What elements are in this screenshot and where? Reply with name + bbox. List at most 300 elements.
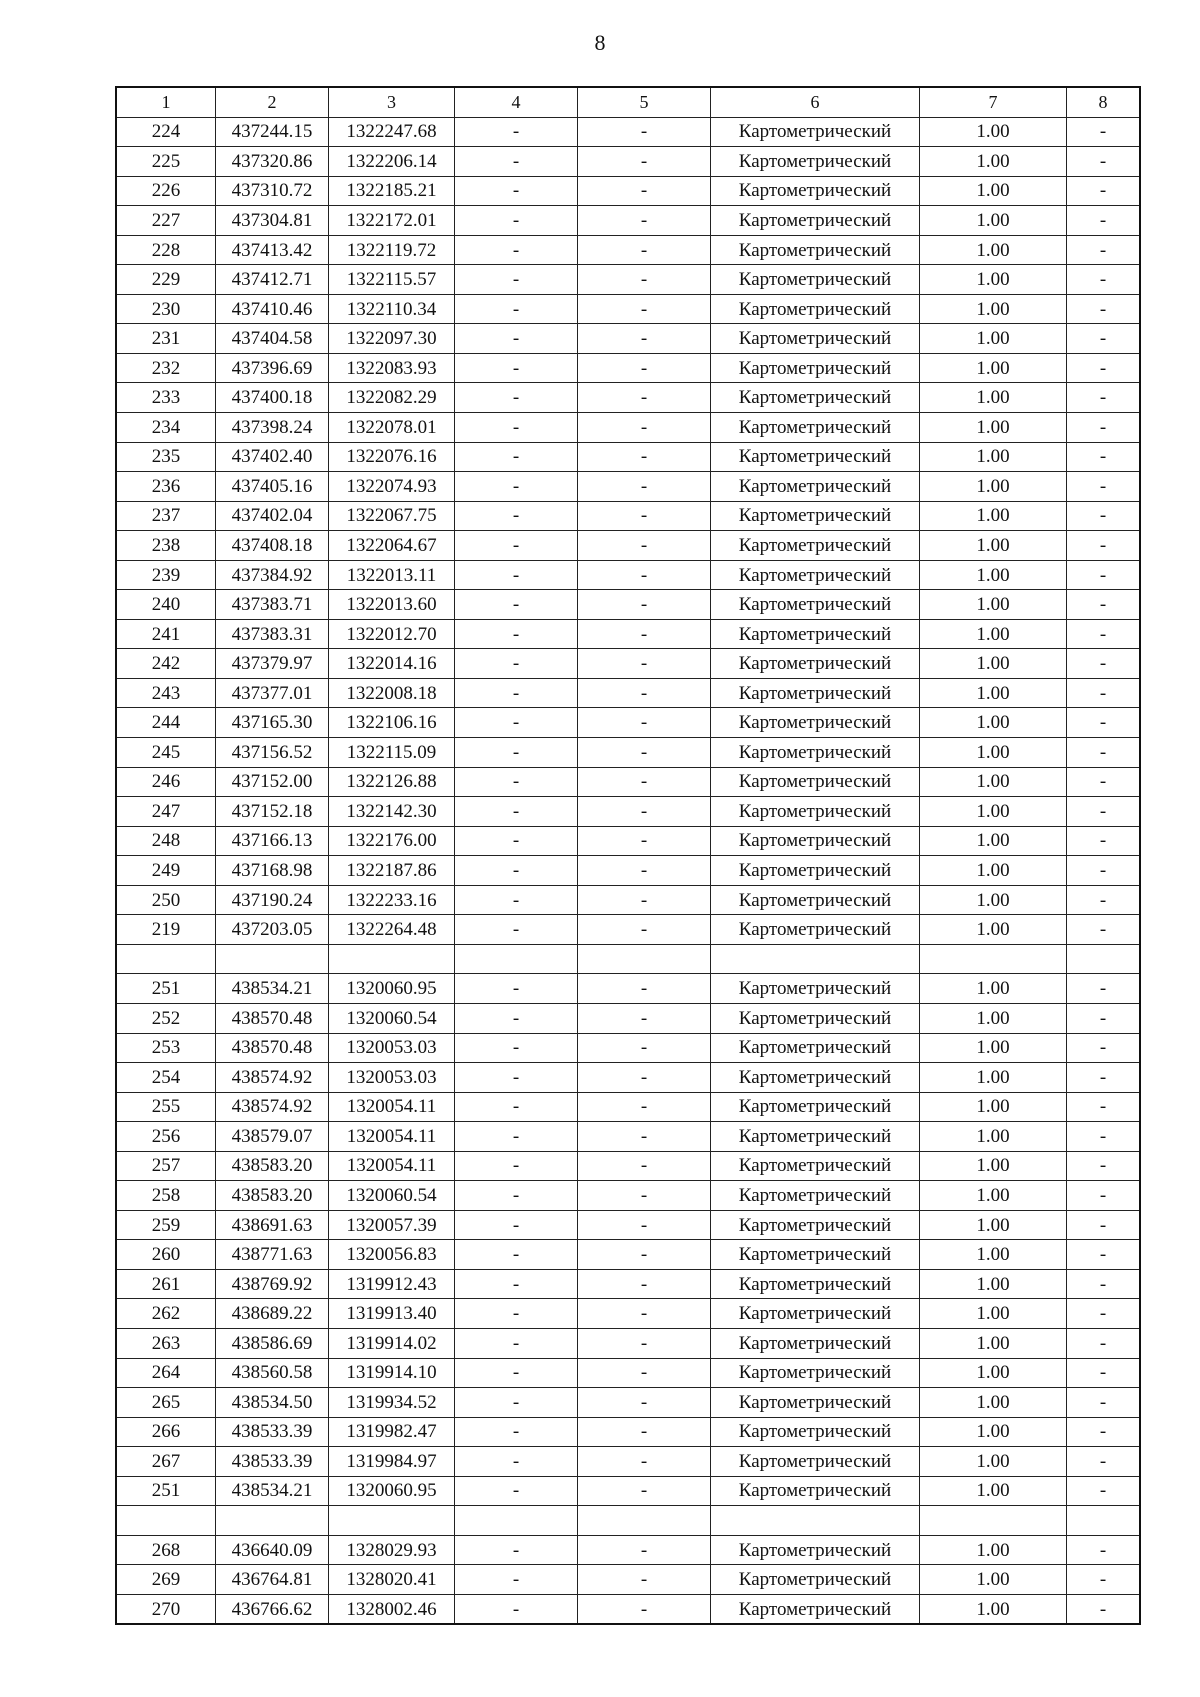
coordinates-table	[115, 86, 1141, 1625]
col8-cell: -	[1067, 826, 1141, 856]
col4-cell: -	[455, 856, 578, 886]
accuracy-cell: 1.00	[920, 1535, 1067, 1565]
method-cell: Картометрический	[711, 1594, 920, 1624]
table-row	[116, 590, 1140, 620]
x-coordinate-cell: 438533.39	[216, 1417, 329, 1447]
y-coordinate-cell: 1319912.43	[329, 1269, 455, 1299]
col8-cell: -	[1067, 1565, 1141, 1595]
x-coordinate-cell: 438570.48	[216, 1033, 329, 1063]
col8-cell: -	[1067, 1033, 1141, 1063]
x-coordinate-cell: 438560.58	[216, 1358, 329, 1388]
y-coordinate-cell: 1322264.48	[329, 915, 455, 945]
column-header: 3	[329, 87, 455, 117]
col5-cell: -	[578, 383, 711, 413]
col5-cell: -	[578, 294, 711, 324]
accuracy-cell: 1.00	[920, 1388, 1067, 1418]
accuracy-cell	[920, 944, 1067, 974]
col5-cell: -	[578, 797, 711, 827]
x-coordinate-cell: 437412.71	[216, 265, 329, 295]
accuracy-cell: 1.00	[920, 1240, 1067, 1270]
method-cell: Картометрический	[711, 353, 920, 383]
table-row	[116, 353, 1140, 383]
table-row	[116, 1535, 1140, 1565]
point-number-cell: 260	[116, 1240, 216, 1270]
method-cell	[711, 1506, 920, 1536]
point-number-cell: 219	[116, 915, 216, 945]
y-coordinate-cell: 1322115.09	[329, 738, 455, 768]
col8-cell: -	[1067, 265, 1141, 295]
point-number-cell: 265	[116, 1388, 216, 1418]
col5-cell: -	[578, 1033, 711, 1063]
col5-cell: -	[578, 413, 711, 443]
table-row	[116, 1447, 1140, 1477]
x-coordinate-cell: 437402.04	[216, 501, 329, 531]
col8-cell: -	[1067, 915, 1141, 945]
x-coordinate-cell	[216, 1506, 329, 1536]
point-number-cell: 248	[116, 826, 216, 856]
col4-cell: -	[455, 915, 578, 945]
accuracy-cell: 1.00	[920, 353, 1067, 383]
method-cell: Картометрический	[711, 413, 920, 443]
col8-cell: -	[1067, 1358, 1141, 1388]
col8-cell: -	[1067, 1269, 1141, 1299]
x-coordinate-cell: 436640.09	[216, 1535, 329, 1565]
col5-cell: -	[578, 915, 711, 945]
point-number-cell: 270	[116, 1594, 216, 1624]
y-coordinate-cell: 1319914.02	[329, 1328, 455, 1358]
accuracy-cell: 1.00	[920, 738, 1067, 768]
x-coordinate-cell: 437190.24	[216, 885, 329, 915]
col5-cell: -	[578, 472, 711, 502]
col4-cell: -	[455, 649, 578, 679]
method-cell: Картометрический	[711, 1388, 920, 1418]
point-number-cell: 264	[116, 1358, 216, 1388]
point-number-cell: 244	[116, 708, 216, 738]
x-coordinate-cell: 438771.63	[216, 1240, 329, 1270]
y-coordinate-cell: 1320053.03	[329, 1063, 455, 1093]
y-coordinate-cell: 1319984.97	[329, 1447, 455, 1477]
x-coordinate-cell: 437165.30	[216, 708, 329, 738]
table-row	[116, 738, 1140, 768]
col8-cell: -	[1067, 1003, 1141, 1033]
col5-cell: -	[578, 265, 711, 295]
accuracy-cell: 1.00	[920, 1269, 1067, 1299]
method-cell: Картометрический	[711, 1210, 920, 1240]
col5-cell: -	[578, 1388, 711, 1418]
y-coordinate-cell: 1322106.16	[329, 708, 455, 738]
col4-cell: -	[455, 1063, 578, 1093]
method-cell: Картометрический	[711, 324, 920, 354]
x-coordinate-cell: 438574.92	[216, 1092, 329, 1122]
col4-cell	[455, 1506, 578, 1536]
col5-cell: -	[578, 442, 711, 472]
col8-cell: -	[1067, 974, 1141, 1004]
method-cell: Картометрический	[711, 708, 920, 738]
method-cell: Картометрический	[711, 1358, 920, 1388]
table-row	[116, 560, 1140, 590]
x-coordinate-cell: 437377.01	[216, 678, 329, 708]
col5-cell: -	[578, 353, 711, 383]
table-row	[116, 1092, 1140, 1122]
y-coordinate-cell: 1320060.95	[329, 1476, 455, 1506]
accuracy-cell: 1.00	[920, 294, 1067, 324]
point-number-cell	[116, 1506, 216, 1536]
accuracy-cell	[920, 1506, 1067, 1536]
method-cell: Картометрический	[711, 1003, 920, 1033]
x-coordinate-cell: 437402.40	[216, 442, 329, 472]
method-cell: Картометрический	[711, 1181, 920, 1211]
y-coordinate-cell: 1320060.95	[329, 974, 455, 1004]
y-coordinate-cell: 1322078.01	[329, 413, 455, 443]
y-coordinate-cell: 1322074.93	[329, 472, 455, 502]
col5-cell: -	[578, 206, 711, 236]
col4-cell: -	[455, 1240, 578, 1270]
table-row	[116, 1181, 1140, 1211]
x-coordinate-cell: 437396.69	[216, 353, 329, 383]
table-row	[116, 206, 1140, 236]
col8-cell: -	[1067, 206, 1141, 236]
point-number-cell: 249	[116, 856, 216, 886]
table-row	[116, 501, 1140, 531]
col4-cell	[455, 944, 578, 974]
col8-cell: -	[1067, 324, 1141, 354]
accuracy-cell: 1.00	[920, 560, 1067, 590]
point-number-cell: 251	[116, 1476, 216, 1506]
y-coordinate-cell: 1328029.93	[329, 1535, 455, 1565]
point-number-cell: 241	[116, 619, 216, 649]
col8-cell: -	[1067, 383, 1141, 413]
accuracy-cell: 1.00	[920, 1151, 1067, 1181]
accuracy-cell: 1.00	[920, 590, 1067, 620]
point-number-cell: 253	[116, 1033, 216, 1063]
col8-cell: -	[1067, 294, 1141, 324]
col8-cell: -	[1067, 1447, 1141, 1477]
col8-cell	[1067, 1506, 1141, 1536]
accuracy-cell: 1.00	[920, 885, 1067, 915]
col5-cell: -	[578, 767, 711, 797]
point-number-cell: 237	[116, 501, 216, 531]
method-cell: Картометрический	[711, 1063, 920, 1093]
table-row	[116, 472, 1140, 502]
col5-cell: -	[578, 590, 711, 620]
col5-cell: -	[578, 974, 711, 1004]
accuracy-cell: 1.00	[920, 974, 1067, 1004]
accuracy-cell: 1.00	[920, 619, 1067, 649]
x-coordinate-cell: 438689.22	[216, 1299, 329, 1329]
method-cell: Картометрический	[711, 797, 920, 827]
col4-cell: -	[455, 413, 578, 443]
column-header: 6	[711, 87, 920, 117]
accuracy-cell: 1.00	[920, 383, 1067, 413]
col4-cell: -	[455, 1535, 578, 1565]
col8-cell: -	[1067, 1092, 1141, 1122]
table-row	[116, 1388, 1140, 1418]
y-coordinate-cell: 1319914.10	[329, 1358, 455, 1388]
method-cell: Картометрический	[711, 442, 920, 472]
x-coordinate-cell: 437413.42	[216, 235, 329, 265]
col4-cell: -	[455, 442, 578, 472]
y-coordinate-cell: 1320057.39	[329, 1210, 455, 1240]
y-coordinate-cell: 1320060.54	[329, 1181, 455, 1211]
accuracy-cell: 1.00	[920, 1417, 1067, 1447]
col5-cell: -	[578, 1151, 711, 1181]
point-number-cell: 258	[116, 1181, 216, 1211]
table-row	[116, 1033, 1140, 1063]
method-cell: Картометрический	[711, 1417, 920, 1447]
point-number-cell: 269	[116, 1565, 216, 1595]
y-coordinate-cell: 1320060.54	[329, 1003, 455, 1033]
col5-cell: -	[578, 1210, 711, 1240]
col5-cell: -	[578, 1535, 711, 1565]
col5-cell: -	[578, 1328, 711, 1358]
table-row	[116, 1506, 1140, 1536]
table-row	[116, 1299, 1140, 1329]
column-header: 7	[920, 87, 1067, 117]
col8-cell: -	[1067, 117, 1141, 147]
point-number-cell: 254	[116, 1063, 216, 1093]
col4-cell: -	[455, 560, 578, 590]
table-row	[116, 856, 1140, 886]
col5-cell	[578, 1506, 711, 1536]
x-coordinate-cell: 437383.71	[216, 590, 329, 620]
col8-cell: -	[1067, 1417, 1141, 1447]
x-coordinate-cell: 437156.52	[216, 738, 329, 768]
x-coordinate-cell: 437383.31	[216, 619, 329, 649]
col5-cell: -	[578, 856, 711, 886]
table-row	[116, 1240, 1140, 1270]
method-cell: Картометрический	[711, 1535, 920, 1565]
y-coordinate-cell: 1322076.16	[329, 442, 455, 472]
page-number: 8	[594, 30, 606, 55]
point-number-cell: 239	[116, 560, 216, 590]
col8-cell: -	[1067, 1594, 1141, 1624]
col8-cell: -	[1067, 1535, 1141, 1565]
col4-cell: -	[455, 1565, 578, 1595]
point-number-cell: 236	[116, 472, 216, 502]
table-row	[116, 1003, 1140, 1033]
col5-cell: -	[578, 1092, 711, 1122]
table-row	[116, 294, 1140, 324]
y-coordinate-cell: 1322247.68	[329, 117, 455, 147]
col5-cell: -	[578, 1181, 711, 1211]
table-row	[116, 147, 1140, 177]
col4-cell: -	[455, 590, 578, 620]
point-number-cell: 243	[116, 678, 216, 708]
x-coordinate-cell: 437168.98	[216, 856, 329, 886]
col4-cell: -	[455, 1269, 578, 1299]
point-number-cell: 230	[116, 294, 216, 324]
col4-cell: -	[455, 1299, 578, 1329]
table-row	[116, 678, 1140, 708]
y-coordinate-cell: 1322115.57	[329, 265, 455, 295]
method-cell: Картометрический	[711, 206, 920, 236]
table-row	[116, 442, 1140, 472]
col4-cell: -	[455, 1417, 578, 1447]
col5-cell: -	[578, 826, 711, 856]
col4-cell: -	[455, 1122, 578, 1152]
y-coordinate-cell: 1322119.72	[329, 235, 455, 265]
col5-cell: -	[578, 324, 711, 354]
method-cell: Картометрический	[711, 294, 920, 324]
y-coordinate-cell: 1319934.52	[329, 1388, 455, 1418]
accuracy-cell: 1.00	[920, 501, 1067, 531]
table-row	[116, 767, 1140, 797]
col5-cell: -	[578, 1417, 711, 1447]
y-coordinate-cell: 1322014.16	[329, 649, 455, 679]
y-coordinate-cell: 1322013.60	[329, 590, 455, 620]
col5-cell: -	[578, 147, 711, 177]
col4-cell: -	[455, 1447, 578, 1477]
method-cell: Картометрический	[711, 176, 920, 206]
col8-cell: -	[1067, 1210, 1141, 1240]
x-coordinate-cell: 437203.05	[216, 915, 329, 945]
method-cell: Картометрический	[711, 147, 920, 177]
method-cell: Картометрический	[711, 1476, 920, 1506]
point-number-cell: 255	[116, 1092, 216, 1122]
x-coordinate-cell	[216, 944, 329, 974]
method-cell: Картометрический	[711, 885, 920, 915]
col4-cell: -	[455, 206, 578, 236]
col8-cell: -	[1067, 472, 1141, 502]
col5-cell: -	[578, 176, 711, 206]
table-row	[116, 265, 1140, 295]
point-number-cell: 256	[116, 1122, 216, 1152]
accuracy-cell: 1.00	[920, 1092, 1067, 1122]
accuracy-cell: 1.00	[920, 826, 1067, 856]
method-cell: Картометрический	[711, 472, 920, 502]
method-cell: Картометрический	[711, 1565, 920, 1595]
col5-cell: -	[578, 885, 711, 915]
col5-cell: -	[578, 1299, 711, 1329]
point-number-cell: 242	[116, 649, 216, 679]
col8-cell: -	[1067, 353, 1141, 383]
y-coordinate-cell: 1320053.03	[329, 1033, 455, 1063]
accuracy-cell: 1.00	[920, 1063, 1067, 1093]
x-coordinate-cell: 438691.63	[216, 1210, 329, 1240]
point-number-cell: 262	[116, 1299, 216, 1329]
method-cell: Картометрический	[711, 590, 920, 620]
column-header: 5	[578, 87, 711, 117]
method-cell: Картометрический	[711, 560, 920, 590]
y-coordinate-cell: 1322126.88	[329, 767, 455, 797]
method-cell: Картометрический	[711, 738, 920, 768]
point-number-cell: 240	[116, 590, 216, 620]
method-cell	[711, 944, 920, 974]
col5-cell: -	[578, 1122, 711, 1152]
accuracy-cell: 1.00	[920, 1565, 1067, 1595]
accuracy-cell: 1.00	[920, 649, 1067, 679]
table-row	[116, 1063, 1140, 1093]
col8-cell: -	[1067, 590, 1141, 620]
method-cell: Картометрический	[711, 767, 920, 797]
method-cell: Картометрический	[711, 1033, 920, 1063]
col4-cell: -	[455, 708, 578, 738]
col4-cell: -	[455, 1358, 578, 1388]
col4-cell: -	[455, 472, 578, 502]
table-row	[116, 708, 1140, 738]
point-number-cell: 252	[116, 1003, 216, 1033]
accuracy-cell: 1.00	[920, 1181, 1067, 1211]
y-coordinate-cell: 1322206.14	[329, 147, 455, 177]
y-coordinate-cell: 1319913.40	[329, 1299, 455, 1329]
accuracy-cell: 1.00	[920, 1328, 1067, 1358]
col4-cell: -	[455, 1181, 578, 1211]
x-coordinate-cell: 438534.21	[216, 974, 329, 1004]
col4-cell: -	[455, 501, 578, 531]
point-number-cell: 246	[116, 767, 216, 797]
accuracy-cell: 1.00	[920, 147, 1067, 177]
y-coordinate-cell: 1322176.00	[329, 826, 455, 856]
point-number-cell: 224	[116, 117, 216, 147]
col8-cell: -	[1067, 1328, 1141, 1358]
accuracy-cell: 1.00	[920, 117, 1067, 147]
col8-cell: -	[1067, 1388, 1141, 1418]
y-coordinate-cell: 1322172.01	[329, 206, 455, 236]
accuracy-cell: 1.00	[920, 1358, 1067, 1388]
y-coordinate-cell: 1322083.93	[329, 353, 455, 383]
col8-cell: -	[1067, 413, 1141, 443]
accuracy-cell: 1.00	[920, 1210, 1067, 1240]
x-coordinate-cell: 438574.92	[216, 1063, 329, 1093]
x-coordinate-cell: 437384.92	[216, 560, 329, 590]
x-coordinate-cell: 437404.58	[216, 324, 329, 354]
col4-cell: -	[455, 1210, 578, 1240]
point-number-cell: 235	[116, 442, 216, 472]
point-number-cell: 251	[116, 974, 216, 1004]
col8-cell: -	[1067, 885, 1141, 915]
table-row	[116, 649, 1140, 679]
col5-cell: -	[578, 1003, 711, 1033]
x-coordinate-cell: 438583.20	[216, 1181, 329, 1211]
col5-cell: -	[578, 235, 711, 265]
col5-cell: -	[578, 738, 711, 768]
table-row	[116, 324, 1140, 354]
method-cell: Картометрический	[711, 1151, 920, 1181]
y-coordinate-cell: 1322013.11	[329, 560, 455, 590]
method-cell: Картометрический	[711, 1447, 920, 1477]
table-row	[116, 944, 1140, 974]
x-coordinate-cell: 437166.13	[216, 826, 329, 856]
x-coordinate-cell: 437244.15	[216, 117, 329, 147]
method-cell: Картометрический	[711, 649, 920, 679]
col5-cell	[578, 944, 711, 974]
method-cell: Картометрический	[711, 501, 920, 531]
col4-cell: -	[455, 531, 578, 561]
col4-cell: -	[455, 294, 578, 324]
y-coordinate-cell: 1319982.47	[329, 1417, 455, 1447]
method-cell: Картометрический	[711, 1328, 920, 1358]
col8-cell: -	[1067, 1240, 1141, 1270]
point-number-cell: 234	[116, 413, 216, 443]
method-cell: Картометрический	[711, 826, 920, 856]
table-row	[116, 1594, 1140, 1624]
col8-cell: -	[1067, 1151, 1141, 1181]
point-number-cell: 247	[116, 797, 216, 827]
accuracy-cell: 1.00	[920, 856, 1067, 886]
table-row	[116, 885, 1140, 915]
y-coordinate-cell: 1320056.83	[329, 1240, 455, 1270]
accuracy-cell: 1.00	[920, 797, 1067, 827]
x-coordinate-cell: 438586.69	[216, 1328, 329, 1358]
table-row	[116, 1269, 1140, 1299]
table-row	[116, 1565, 1140, 1595]
accuracy-cell: 1.00	[920, 767, 1067, 797]
accuracy-cell: 1.00	[920, 678, 1067, 708]
col4-cell: -	[455, 1033, 578, 1063]
point-number-cell: 229	[116, 265, 216, 295]
y-coordinate-cell: 1322142.30	[329, 797, 455, 827]
y-coordinate-cell: 1320054.11	[329, 1122, 455, 1152]
